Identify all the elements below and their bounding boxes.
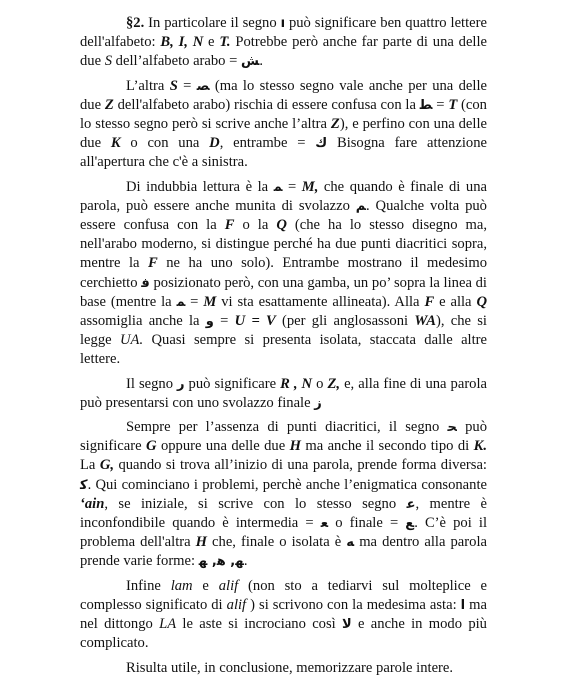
arabic-glyph: ﻭ	[205, 314, 214, 330]
text-run: o finale =	[328, 515, 406, 532]
letter-label: F	[148, 255, 158, 272]
text-run: Bisogna fare attenzione all'apertura che c'è a sinistra.	[80, 135, 487, 171]
arabic-glyph: ﻓ	[141, 275, 150, 291]
text-run: e	[203, 34, 220, 51]
paragraph-s-letter	[80, 77, 487, 173]
arabic-glyph: ﻌ	[320, 516, 329, 532]
letter-label: S	[169, 77, 178, 94]
text-run: . Qualche volta può essere confusa con la	[80, 197, 487, 234]
letter-label: M	[203, 293, 217, 310]
text-run: ma anche il secondo tipo di	[300, 438, 474, 455]
arabic-glyph: ﻪ	[346, 535, 355, 551]
letter-label: G	[146, 438, 157, 455]
letter-label: F	[224, 217, 235, 234]
text-run: Il segno	[126, 375, 178, 392]
letter-label: Q	[276, 217, 287, 234]
text-run: può significare	[80, 419, 487, 455]
text-run: assomiglia anche la	[80, 313, 206, 330]
text-run: e alla	[434, 293, 477, 310]
text-run: e	[192, 577, 219, 594]
arabic-glyph: ﺭ	[177, 376, 185, 392]
text-run: =	[177, 77, 197, 94]
arabic-glyph: ﺶ	[241, 54, 260, 70]
text-run: , se iniziale, si scrive con lo stesso segno	[104, 495, 407, 512]
paragraph-section-2	[80, 14, 487, 72]
arabic-glyph: ﺤ	[447, 420, 457, 436]
letter-label: T.	[219, 34, 231, 51]
text-run: (non sto a tediarvi sul molteplice e complesso significato di	[80, 577, 487, 613]
text-run: ) si scrivono con la medesima asta:	[246, 596, 461, 613]
arabic-glyph: ﻄ	[419, 97, 433, 113]
text-run: ma dentro alla parola prende varie forme:	[80, 534, 487, 570]
letter-label: T	[448, 96, 458, 113]
letter-label: R , N	[280, 375, 313, 392]
paragraph-g-h-letters	[80, 418, 487, 572]
arabic-glyph: ı	[280, 16, 286, 31]
arabic-glyph: ﻤ	[273, 179, 283, 195]
text-run: =	[213, 313, 235, 330]
arabic-glyph: ﻬ, ﻫ, ﻬ	[198, 554, 244, 570]
text-run: (per gli anglosassoni	[275, 313, 415, 330]
letter-label: U = V	[234, 313, 276, 330]
letter-label: F	[424, 293, 435, 310]
letter-label: Z	[104, 96, 114, 113]
text-run: =	[282, 178, 302, 195]
arabic-glyph: ﻤ	[176, 294, 186, 310]
letter-label: K	[110, 135, 121, 152]
letter-label: lam	[170, 577, 193, 594]
arabic-glyph: ﺯ	[314, 395, 322, 411]
paragraph-r-letter	[80, 375, 487, 413]
text-run: può significare ben quattro lettere dell'alfabeto:	[80, 15, 487, 51]
arabic-glyph: ﻢ	[355, 198, 366, 214]
text-run: (ma lo stesso segno vale anche per una delle due	[80, 77, 487, 113]
letter-label: alif	[226, 596, 247, 613]
document-page	[80, 14, 487, 683]
section-number: §2.	[126, 15, 145, 31]
arabic-glyph: ﺼ	[196, 78, 210, 94]
letter-label: Z	[330, 116, 340, 133]
text-run: vi sta esattamente allineata). Alla	[216, 293, 425, 310]
text-run: e, alla fine di una parola può presentarsi con uno svolazzo finale	[80, 375, 488, 411]
letter-label: WA	[414, 313, 436, 330]
letter-label: K.	[473, 438, 487, 455]
text-run: ), e perfino con una delle due	[80, 116, 487, 152]
arabic-glyph: ﻋ	[406, 496, 416, 512]
text-run: , mentre è inconfondibile quando è intermedia =	[80, 495, 487, 532]
text-run: L’altra	[126, 77, 170, 94]
letter-label: B, I, N	[160, 34, 204, 51]
text-run: , entrambe =	[219, 135, 316, 152]
letter-label: alif	[218, 577, 239, 594]
text-run: Potrebbe però anche far parte di una delle due	[80, 34, 488, 70]
text-run: Sempre per l’assenza di punti diacritici, il segno	[126, 419, 448, 436]
text-run: ma nel dittongo	[80, 596, 487, 633]
arabic-glyph: ﻙ	[315, 136, 328, 152]
paragraph-lam-alif	[80, 577, 487, 654]
text-run: che, finale o isolata è	[207, 534, 347, 551]
letter-label: G,	[99, 457, 115, 474]
letter-label: M,	[301, 178, 319, 195]
text-run: quando si trova all’inizio di una parola, prende forma diversa:	[114, 457, 487, 474]
text-run: . C’è poi il problema dell'altra	[80, 515, 487, 551]
text-run: può significare	[184, 375, 281, 392]
arabic-glyph: ﻊ	[405, 516, 415, 532]
text-run: In particolare il segno	[144, 15, 281, 31]
letter-label: Q	[476, 293, 487, 310]
text-run: ne ha uno solo). Entrambe mostrano il medesimo cerchietto	[80, 255, 487, 291]
text-run: dell'alfabeto arabo) rischia di essere confusa con la	[113, 96, 420, 113]
arabic-glyph: ﻻ	[342, 617, 352, 633]
letter-label: S	[104, 53, 113, 70]
text-run: le aste si incrociano così	[176, 616, 343, 633]
text-run: .	[243, 553, 248, 570]
text-run: =	[432, 96, 449, 113]
letter-label: H	[289, 438, 301, 455]
text-run: o la	[234, 217, 277, 234]
text-run: che quando è finale di una parola, può essere anche munita di svolazzo	[80, 178, 487, 214]
letter-label: H	[195, 534, 207, 551]
arabic-glyph: ﻛ	[80, 477, 88, 493]
text-run: (con lo stesso segno però si scrive anche l’altra	[80, 96, 487, 133]
text-run: =	[185, 293, 204, 310]
paragraph-conclusion: Risulta utile, in conclusione, memorizzare parole intere.	[126, 659, 454, 676]
letter-label: UA.	[120, 332, 144, 349]
text-run: Infine	[126, 577, 171, 594]
text-run: o con una	[120, 135, 210, 152]
letter-label: Z,	[327, 375, 341, 392]
arabic-glyph: ا	[460, 597, 466, 613]
text-run: oppure una delle due	[156, 438, 290, 455]
letter-label: LA	[159, 616, 177, 633]
text-run: posizionato però, con una gamba, un po’ sopra la linea di base (mentre la	[80, 274, 487, 310]
text-run: .	[259, 53, 264, 70]
text-run: (che ha lo stesso disegno ma, nell'arabo moderno, si distingue perché ha due punti diacritici sopra, mentre la	[80, 217, 487, 272]
letter-label: ‘ain	[80, 495, 105, 512]
text-run: . Qui cominciano i problemi, perchè anche l’enigmatica consonante	[87, 476, 487, 493]
letter-label: D	[209, 135, 220, 152]
text-run: Quasi sempre si presenta isolata, staccata dalle altre lettere.	[80, 332, 487, 368]
text-run: La	[80, 457, 100, 474]
text-run: ), che si legge	[80, 313, 487, 349]
text-run: e anche in modo più complicato.	[80, 616, 487, 652]
paragraph-m-letter	[80, 178, 487, 370]
text-run: o	[312, 375, 328, 392]
text-run: Di indubbia lettura è la	[126, 178, 274, 195]
text-run: dell’alfabeto arabo =	[112, 53, 242, 70]
